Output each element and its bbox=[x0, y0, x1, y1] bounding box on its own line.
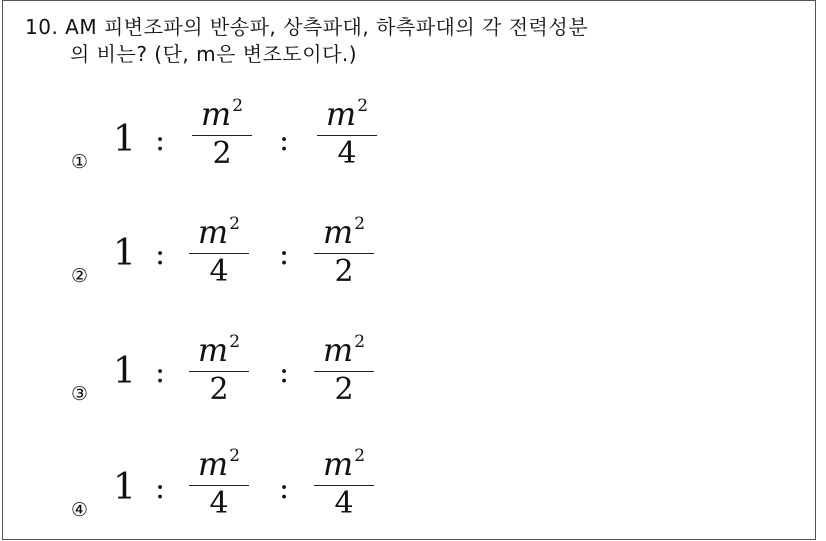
option-1-fraction-1-denominator: 2 bbox=[212, 136, 232, 171]
option-4-fraction-1 bbox=[188, 447, 250, 522]
option-4[interactable] bbox=[71, 441, 431, 541]
option-3[interactable] bbox=[71, 333, 431, 433]
option-2[interactable] bbox=[71, 215, 431, 315]
option-4-fraction-1-numerator: $m^2$ bbox=[197, 445, 241, 483]
question-text bbox=[25, 14, 805, 68]
option-3-fraction-2 bbox=[313, 333, 375, 408]
option-1-colon-1: : bbox=[155, 123, 166, 158]
option-1-fraction-1 bbox=[191, 97, 253, 172]
option-1-colon-2: : bbox=[279, 123, 290, 158]
option-3-fraction-1 bbox=[188, 333, 250, 408]
option-4-colon-2: : bbox=[279, 471, 290, 506]
option-2-fraction-2-numerator: $m^2$ bbox=[322, 213, 366, 251]
option-1-fraction-2 bbox=[316, 97, 378, 172]
option-1-term-1: 1 bbox=[113, 119, 136, 160]
option-1-fraction-1-numerator: $m^2$ bbox=[200, 95, 244, 133]
option-2-colon-2: : bbox=[279, 237, 290, 272]
option-1-fraction-2-denominator: 4 bbox=[337, 136, 357, 171]
option-1-marker: ① bbox=[71, 151, 89, 173]
option-2-fraction-1-denominator: 4 bbox=[209, 254, 229, 289]
option-2-fraction-2-denominator: 2 bbox=[334, 254, 354, 289]
option-4-colon-1: : bbox=[155, 471, 166, 506]
option-4-fraction-1-denominator: 4 bbox=[209, 486, 229, 521]
option-3-fraction-2-numerator: $m^2$ bbox=[322, 331, 366, 369]
option-4-term-1: 1 bbox=[113, 467, 136, 508]
option-3-term-1: 1 bbox=[113, 351, 136, 392]
option-3-colon-1: : bbox=[155, 355, 166, 390]
option-2-fraction-1-numerator: $m^2$ bbox=[197, 213, 241, 251]
option-3-marker: ③ bbox=[71, 383, 89, 405]
question-line-2: 의 비는? (단, m은 변조도이다.) bbox=[70, 42, 358, 66]
question-line-1: AM 피변조파의 반송파, 상측파대, 하측파대의 각 전력성분 bbox=[65, 15, 589, 39]
option-4-fraction-2-numerator: $m^2$ bbox=[322, 445, 366, 483]
option-1[interactable] bbox=[71, 97, 431, 197]
option-1-fraction-2-numerator: $m^2$ bbox=[325, 95, 369, 133]
option-3-fraction-1-denominator: 2 bbox=[209, 372, 229, 407]
question-number: 10. bbox=[25, 15, 59, 39]
option-4-marker: ④ bbox=[71, 499, 89, 521]
option-3-fraction-2-denominator: 2 bbox=[334, 372, 354, 407]
option-4-fraction-2 bbox=[313, 447, 375, 522]
option-2-marker: ② bbox=[71, 265, 89, 287]
option-4-fraction-2-denominator: 4 bbox=[334, 486, 354, 521]
option-2-fraction-1 bbox=[188, 215, 250, 290]
option-3-colon-2: : bbox=[279, 355, 290, 390]
option-2-colon-1: : bbox=[155, 237, 166, 272]
option-2-fraction-2 bbox=[313, 215, 375, 290]
option-2-term-1: 1 bbox=[113, 233, 136, 274]
option-3-fraction-1-numerator: $m^2$ bbox=[197, 331, 241, 369]
question-frame bbox=[2, 0, 816, 540]
